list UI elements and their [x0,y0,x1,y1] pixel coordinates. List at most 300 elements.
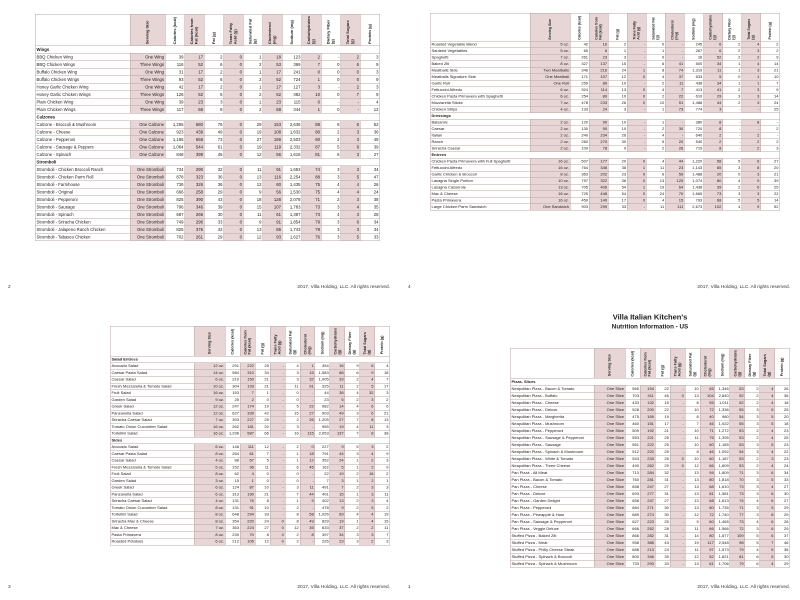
nutrition-value: 115 [300,430,315,437]
nutrition-value: 30 [775,490,790,497]
item-name: Calzone - Cheese [35,128,130,136]
nutrition-value: 252 [640,525,655,532]
nutrition-value: 60 [700,441,715,448]
nutrition-value: 241 [282,68,302,76]
page-4 [400,0,800,300]
nutrition-value: 35 [300,525,315,532]
nutrition-value: 131 [225,505,240,512]
nutrition-value: 1,185 [715,441,730,448]
nutrition-value: 3 [375,390,390,397]
nutrition-value: 117 [165,106,185,114]
section-title: Calzones [35,113,380,121]
nutrition-value: 2 [243,61,263,69]
nutrition-value: - [723,139,742,146]
nutrition-value: 1 [627,67,646,74]
nutrition-value: 25 [255,417,270,424]
nutrition-value: 702 [165,233,185,241]
nutrition-value: 150 [240,376,255,383]
nutrition-value: 36 [775,392,790,399]
nutrition-value: 4 [760,434,775,441]
serving-size: Three Wings [130,76,165,84]
nutrition-value: 5 [723,158,742,165]
item-name: Panzanella Salad [110,491,194,498]
nutrition-value: 10 [685,427,700,434]
nutrition-value: 9 [375,464,390,471]
nutrition-value: 2 [243,91,263,99]
nutrition-value: - [742,126,761,133]
nutrition-value: 2 [345,376,360,383]
nutrition-value: 2 [745,427,760,434]
nutrition-value: 17 [185,83,205,91]
column-header-row [430,13,780,41]
nutrition-value: 124 [225,484,240,491]
nutrition-value: 0 [224,226,244,234]
nutrition-value: 401 [315,491,330,498]
serving-size: 2 oz. [530,126,570,133]
nutrition-value: 274 [640,511,655,518]
nutrition-value: 39 [704,184,723,191]
nutrition-value: - [270,471,285,478]
item-name: Caesar [430,126,530,133]
nutrition-value: 60 [700,455,715,462]
nutrition-value: 7 [685,420,700,427]
nutrition-value: 4 [760,385,775,392]
nutrition-value: 736 [165,181,185,189]
serving-size: One Slice [594,427,625,434]
nutrition-value: 3 [745,469,760,476]
nutrition-value: 23 [775,441,790,448]
table-row [510,399,790,406]
nutrition-value: 0 [321,76,341,84]
serving-size: 6 oz. [194,484,225,491]
nutrition-value: 4 [745,518,760,525]
table-row [510,483,790,490]
table-row [510,511,790,518]
nutrition-value: 222 [240,363,255,370]
table-row [35,61,380,69]
nutrition-value: 247 [225,403,240,410]
table-row [110,424,390,431]
nutrition-value: 39 [761,178,780,185]
nutrition-value: 0 [627,197,646,204]
nutrition-value: 3 [341,151,361,159]
nutrition-value: 210 [225,376,240,383]
nutrition-value: 3 [704,106,723,113]
nutrition-value: 339 [240,410,255,417]
nutrition-value: 21 [375,410,390,417]
nutrition-value: 3 [745,413,760,420]
nutrition-value: 955 [315,424,330,431]
nutrition-value: 4 [345,424,360,431]
nutrition-value: 3 [360,498,375,505]
nutrition-value: 4 [341,188,361,196]
table-row [35,91,380,99]
nutrition-value: 0 [224,151,244,159]
nutrition-value: 3 [745,406,760,413]
nutrition-value: 0 [270,538,285,545]
item-name: Neapolitan Pizza - Bacon & Tomato [510,385,594,392]
nutrition-value: 3 [360,53,380,61]
table-row [510,392,790,399]
item-name: Italian [430,132,530,139]
nutrition-value: 6 [704,41,723,48]
nutrition-value: 8 [704,126,723,133]
nutrition-value: 81 [730,553,745,560]
nutrition-value: 46 [655,392,670,399]
item-name: Roasted Potatoes [110,538,194,545]
nutrition-value: 22 [761,191,780,198]
serving-size: One Slice [594,476,625,483]
nutrition-value: 9 [300,498,315,505]
nutrition-value: 0 [341,76,361,84]
nutrition-value: 53 [730,462,745,469]
nutrition-value: 0 [224,98,244,106]
nutrition-value: - [270,505,285,512]
nutrition-value: 825 [165,226,185,234]
table-row [510,539,790,546]
nutrition-value: 15 [225,478,240,485]
nutrition-value: 7 [375,376,390,383]
nutrition-value: 39 [655,553,670,560]
nutrition-value: 0 [224,196,244,204]
nutrition-value: - [670,532,685,539]
nutrition-value: 2 [285,532,300,539]
nutrition-value: 70 [240,532,255,539]
nutrition-value: 4 [760,560,775,567]
nutrition-value: 23 [263,98,283,106]
nutrition-value: 2 [360,457,375,464]
item-name: Stromboli - Pepperoni [35,196,130,204]
nutrition-value: 9 [243,218,263,226]
nutrition-value: 507 [570,158,589,165]
nutrition-value: 2 [745,434,760,441]
nutrition-value: - [270,397,285,404]
nutrition-value: 38 [360,196,380,204]
column-header: Protein (g) [761,13,780,41]
nutrition-value: 3 [321,218,341,226]
nutrition-value: 666 [165,188,185,196]
nutrition-value: 233 [640,455,655,462]
page-footer [408,284,790,290]
nutrition-value: 88 [302,121,322,129]
nutrition-value: 15 [375,518,390,525]
nutrition-value: 8 [360,430,375,437]
nutrition-value: 3 [742,100,761,107]
nutrition-value: 24 [589,106,608,113]
nutrition-value: 797 [570,178,589,185]
item-name: Mozzarella Sticks [430,100,530,107]
nutrition-value: 169 [263,136,283,144]
nutrition-value: 2 [646,126,665,133]
item-name: Meatballs Side [430,67,530,74]
nutrition-value: 15 [608,61,627,68]
nutrition-value: 2 [345,525,360,532]
nutrition-value: 213 [640,546,655,553]
nutrition-value: 16 [589,41,608,48]
serving-size: One Roll [530,80,570,87]
nutrition-value: 2 [723,87,742,94]
nutrition-value: 66 [255,430,270,437]
nutrition-value: - [665,132,684,139]
nutrition-value: 9 [608,145,627,152]
serving-size: One Calzone [130,136,165,144]
nutrition-value: 5 [646,139,665,146]
serving-size: One Slice [594,448,625,455]
nutrition-value: 0 [224,61,244,69]
nutrition-value: 30 [775,553,790,560]
nutrition-value: 1 [255,390,270,397]
serving-size: One Meatball [530,74,570,81]
nutrition-value: 2 [375,397,390,404]
nutrition-value: 8 [685,413,700,420]
serving-size: One Slice [594,504,625,511]
nutrition-value: 10 [608,119,627,126]
nutrition-value: 25 [655,448,670,455]
nutrition-value: 2,636 [282,121,302,129]
nutrition-value: - [670,399,685,406]
nutrition-value: 5 [760,546,775,553]
table-row [110,451,390,458]
nutrition-value: 2 [243,76,263,84]
nutrition-value: 3 [375,538,390,545]
nutrition-value: 553 [625,434,640,441]
nutrition-value: 296 [185,218,205,226]
nutrition-value: 13 [646,178,665,185]
nutrition-value: 19 [243,128,263,136]
nutrition-value: 1 [243,68,263,76]
nutrition-value: 4 [375,498,390,505]
nutrition-value: 724 [282,76,302,84]
table-row [35,68,380,76]
nutrition-value: 3 [608,106,627,113]
nutrition-value: 169 [640,413,655,420]
nutrition-value: 104 [700,392,715,399]
serving-size: One Slice [594,392,625,399]
nutrition-value: 764 [570,165,589,172]
item-name: Roasted Vegetable Blend [430,41,530,48]
table-row [510,476,790,483]
table-row [510,427,790,434]
nutrition-value: 22 [655,406,670,413]
table-row [510,441,790,448]
nutrition-value: 2 [360,538,375,545]
nutrition-value: 0 [321,106,341,114]
nutrition-value: 11 [360,424,375,431]
item-name: Pan Pizza - Cheese [510,483,594,490]
nutrition-value: 53 [263,61,283,69]
nutrition-value: 68 [700,483,715,490]
nutrition-value: 27 [330,417,345,424]
serving-size: 12 oz. [194,410,225,417]
nutrition-value: 565 [625,385,640,392]
page-number: 3 [8,584,11,590]
item-name: Fruit Salad [110,471,194,478]
nutrition-value: 0 [300,444,315,451]
nutrition-value: 11 [665,80,684,87]
nutrition-value: 903 [570,204,589,211]
page-footer [408,584,790,590]
nutrition-value: 13 [685,476,700,483]
nutrition-value: 3 [745,483,760,490]
item-name: Sriracha Caesar [430,145,530,152]
nutrition-value: 19 [243,143,263,151]
nutrition-value: 749 [165,218,185,226]
nutrition-table [430,13,780,211]
nutrition-value: 4 [760,399,775,406]
nutrition-value: 2 [723,100,742,107]
page-footer [8,584,390,590]
nutrition-value: - [270,417,285,424]
nutrition-value: 0 [723,171,742,178]
nutrition-value: 3 [345,532,360,539]
nutrition-value: 171 [570,74,589,81]
nutrition-value: 0 [670,462,685,469]
nutrition-value: 264 [225,451,240,458]
nutrition-value: - [670,511,685,518]
nutrition-value: 363 [570,171,589,178]
column-header: Protein (g) [775,348,790,378]
nutrition-value: 2 [745,462,760,469]
nutrition-value: 0 [224,203,244,211]
nutrition-value: - [670,427,685,434]
nutrition-value: 6 [360,403,375,410]
nutrition-value: 266 [185,211,205,219]
nutrition-value: 14 [330,403,345,410]
nutrition-value: 73 [730,483,745,490]
nutrition-value: 109 [570,145,589,152]
nutrition-value: 8 [685,448,700,455]
nutrition-value: 14 [761,93,780,100]
nutrition-value: 36 [204,173,224,181]
nutrition-value: 125 [665,178,684,185]
nutrition-value: 34 [360,166,380,174]
item-name: Neapolitan Pizza - Buffalo [510,392,594,399]
nutrition-value: 627 [225,410,240,417]
item-name: Balsamic [430,119,530,126]
nutrition-value: 15 [285,410,300,417]
nutrition-value: - [742,106,761,113]
nutrition-value: 111 [240,444,255,451]
nutrition-value: 52 [704,54,723,61]
nutrition-value: 271 [640,504,655,511]
nutrition-value: 22 [655,385,670,392]
nutrition-value: - [321,83,341,91]
nutrition-value: 30 [665,126,684,133]
nutrition-value: 66 [700,462,715,469]
nutrition-value: 68 [263,106,283,114]
nutrition-value: 1,435 [282,181,302,189]
serving-size: 16 oz. [530,191,570,198]
nutrition-value: 270 [589,139,608,146]
nutrition-value: 2 [704,139,723,146]
nutrition-value: 3 [321,166,341,174]
nutrition-value: 490 [625,462,640,469]
nutrition-value: 2 [341,83,361,91]
nutrition-value: 2,332 [282,143,302,151]
nutrition-value: 2 [761,41,780,48]
serving-size: One Stromboli [130,218,165,226]
nutrition-value: 2 [704,132,723,139]
nutrition-value: 8 [646,67,665,74]
nutrition-value: 0 [627,74,646,81]
nutrition-value: 0 [646,41,665,48]
serving-size: One Slice [594,434,625,441]
table-row [510,469,790,476]
nutrition-value: 61 [240,451,255,458]
nutrition-value: 36 [204,181,224,189]
serving-size: One Slice [594,413,625,420]
nutrition-value: 153 [263,121,283,129]
nutrition-value: 1,022 [715,420,730,427]
nutrition-value: 6 [204,91,224,99]
nutrition-value: 2 [761,48,780,55]
nutrition-value: 6 [204,61,224,69]
serving-size: 12 oz. [194,363,225,370]
nutrition-value: 33 [655,560,670,567]
nutrition-value: 19 [655,413,670,420]
column-header: Serving Size [530,13,570,41]
nutrition-value: 13 [243,226,263,234]
nutrition-value: 3 [285,484,300,491]
table-row [510,497,790,504]
nutrition-value: - [665,54,684,61]
nutrition-value: 4 [760,462,775,469]
nutrition-value: - [670,385,685,392]
table-row [35,143,380,151]
nutrition-value: 29 [775,504,790,511]
item-name: Greek Salad [110,403,194,410]
nutrition-value: 4 [360,511,375,518]
nutrition-value: 42 [255,410,270,417]
nutrition-value: 3 [761,145,780,152]
nutrition-value: 17 [185,53,205,61]
serving-size: One Slice [594,420,625,427]
nutrition-value: 73 [730,490,745,497]
nutrition-value: - [627,61,646,68]
nutrition-value: 52 [185,76,205,84]
nutrition-value: 73 [204,136,224,144]
nutrition-value: 1 [345,518,360,525]
nutrition-value: 2 [646,93,665,100]
nutrition-value: 369 [282,61,302,69]
nutrition-value: 12 [255,444,270,451]
nutrition-value: 2 [321,136,341,144]
serving-size: One Slice [594,385,625,392]
serving-size: One Stromboli [130,188,165,196]
serving-size: 5 oz. [530,41,570,48]
nutrition-value: 5 [723,197,742,204]
nutrition-value: 258 [185,188,205,196]
nutrition-value: 1,092 [715,448,730,455]
nutrition-value: 23 [608,171,627,178]
nutrition-value: 587 [240,430,255,437]
column-header: Calories from Fat (kcal) [589,13,608,41]
column-header: Calories from Fat (kcal) [185,14,205,46]
serving-size: One Slice [594,406,625,413]
nutrition-value: 77 [730,511,745,518]
item-name: Mac & Cheese [110,525,194,532]
serving-size: 13 oz. [530,184,570,191]
nutrition-value: 24 [255,518,270,525]
table-row [35,211,380,219]
nutrition-value: 3 [321,203,341,211]
table-row [510,504,790,511]
nutrition-value: 49 [204,128,224,136]
nutrition-value: 0 [224,106,244,114]
item-name: Caesar Salad [110,376,194,383]
nutrition-value: 4 [321,188,341,196]
section-title: Entrees [430,152,780,159]
